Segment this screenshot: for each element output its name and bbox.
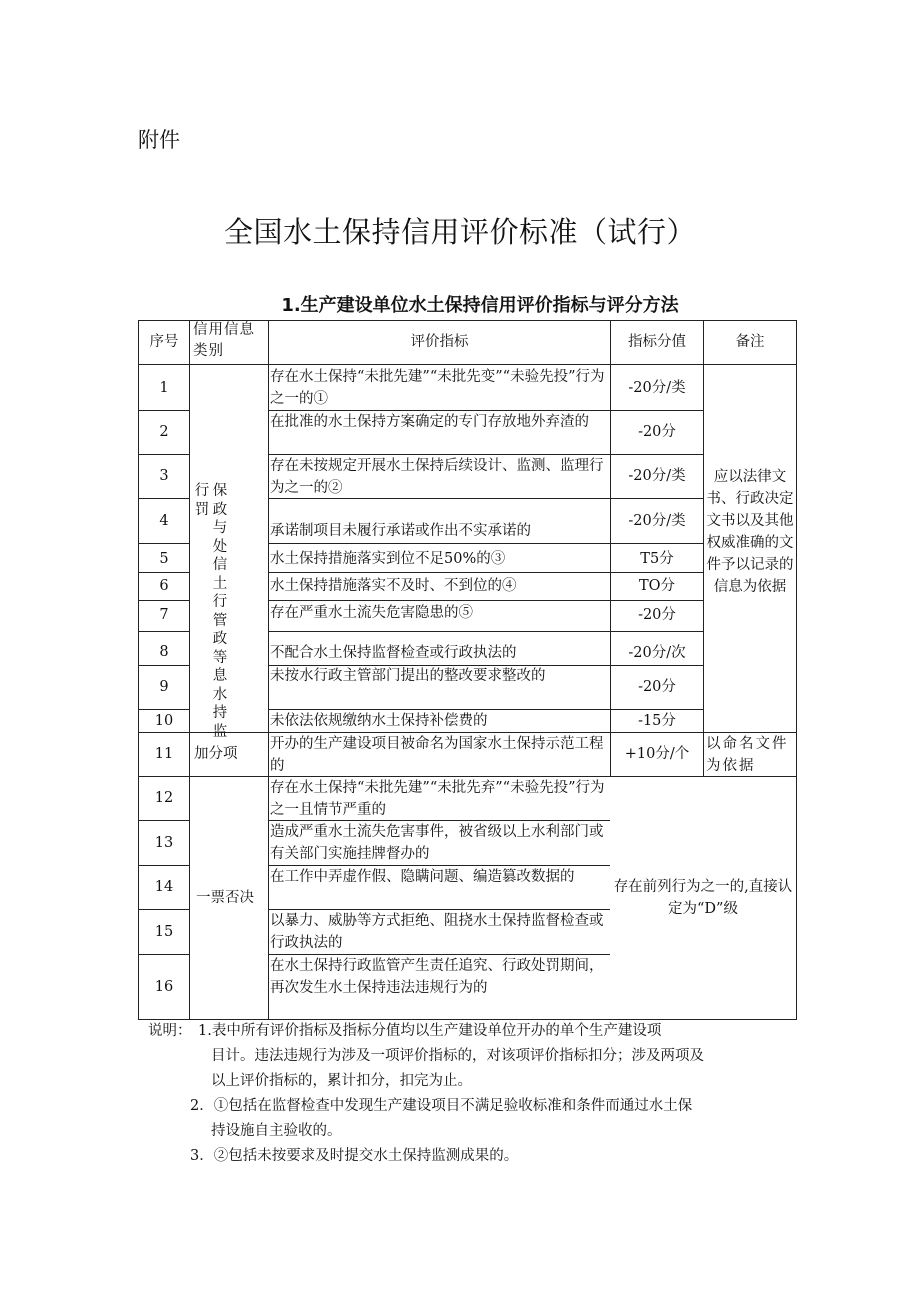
row-13-indicator: 造成严重水土流失危害事件，被省级以上水利部门或有关部门实施挂牌督办的 [270,824,604,862]
row-9-indicator: 未按水行政主管部门提出的整改要求整改的 [270,668,546,684]
note-3-line-1: 3．②包括未按要求及时提交水土保持监测成果的。 [190,1148,519,1164]
header-score: 指标分值 [628,334,686,350]
table-title: 1.生产建设单位水土保持信用评价指标与评分方法 [281,295,679,316]
header-seq: 序号 [149,334,179,350]
row-2-score: -20分 [638,424,676,440]
row-4-indicator: 承诺制项目未履行承诺或作出不实承诺的 [270,523,531,539]
row-15-no: 15 [154,924,174,940]
note-1-line-1: 1.表中所有评价指标及指标分值均以生产建设单位开办的单个生产建设项 [198,1023,662,1039]
row-11-no: 11 [154,746,174,762]
row-14-indicator: 在工作中弄虚作假、隐瞒问题、编造篡改数据的 [270,869,575,885]
note-2-line-1: 2．①包括在监督检查中发现生产建设项目不满足验收标准和条件而通过水土保 [190,1098,693,1114]
row-9-score: -20分 [638,679,676,695]
row-7-score: -20分 [638,607,676,623]
row-8-no: 8 [159,644,169,660]
row-16-no: 16 [154,979,174,995]
remark-bonus: 以命名文件为依据 [706,736,789,774]
row-13-no: 13 [154,835,174,851]
row-14-no: 14 [154,879,174,895]
row-3-indicator: 存在未按规定开展水土保持后续设计、监测、监理行为之一的② [270,458,604,496]
row-5-score: T5分 [640,551,674,567]
row-11-indicator: 开办的生产建设项目被命名为国家水土保持示范工程的 [270,736,604,774]
row-4-score: -20分/类 [628,513,686,529]
row-1-no: 1 [159,380,169,396]
row-8-indicator: 不配合水土保持监督检查或行政执法的 [270,645,517,661]
row-2-indicator: 在批准的水土保持方案确定的专门存放地外弃渣的 [270,414,589,430]
row-6-no: 6 [159,578,169,594]
header-category: 信用信息类别 [193,322,255,359]
row-1-score: -20分/类 [628,380,686,396]
row-9-no: 9 [159,679,169,695]
row-4-no: 4 [159,513,169,529]
category-penalty-col1: 行罚 [194,483,210,518]
category-penalty-col2: 保政与处信土行管政等息水持监 [212,483,228,740]
row-3-score: -20分/类 [628,468,686,484]
row-16-indicator: 在水土保持行政监管产生责任追究、行政处罚期间，再次发生水土保持违法违规行为的 [270,958,604,996]
row-6-indicator: 水土保持措施落实不及时、不到位的④ [270,578,517,594]
category-veto: 一票否决 [196,890,254,906]
row-5-no: 5 [159,551,169,567]
row-11-score: +10分/个 [624,746,690,762]
notes-prefix: 说明： [148,1023,192,1039]
row-6-score: TO分 [638,578,676,594]
row-1-indicator: 存在水土保持“未批先建”“未批先变”“未验先投”行为之一的① [270,369,605,407]
row-7-no: 7 [159,607,169,623]
row-15-indicator: 以暴力、威胁等方式拒绝、阻挠水土保持监督检查或行政执法的 [270,913,604,951]
remark-veto: 存在前列行为之一的,直接认定为“D”级 [613,879,793,917]
note-2-line-2: 持设施自主验收的。 [211,1123,342,1139]
row-3-no: 3 [159,468,169,484]
row-12-indicator: 存在水土保持“未批先建”“未批先弃”“未验先投”行为之一且情节严重的 [270,780,605,818]
row-10-score: -15分 [638,713,676,729]
row-8-score: -20分/次 [628,645,686,661]
remark-penalty: 应以法律文书、行政决定文书以及其他权威准确的文件予以记录的信息为依据 [706,469,794,595]
header-remark: 备注 [735,334,765,350]
row-10-no: 10 [154,713,174,729]
note-1-line-2: 目计。违法违规行为涉及一项评价指标的，对该项评价指标扣分；涉及两项及 [211,1048,704,1064]
document-title: 全国水土保持信用评价标准（试行） [223,215,696,249]
row-2-no: 2 [159,424,169,440]
header-indicator: 评价指标 [410,334,469,350]
row-12-no: 12 [154,790,174,806]
category-bonus: 加分项 [194,746,238,762]
row-10-indicator: 未依法依规缴纳水土保持补偿费的 [270,713,488,729]
note-1-line-3: 以上评价指标的，累计扣分，扣完为止。 [211,1073,472,1089]
row-7-indicator: 存在严重水土流失危害隐患的⑤ [270,605,473,621]
attachment-label: 附件 [138,128,180,152]
row-5-indicator: 水土保持措施落实到位不足50%的③ [270,551,506,567]
